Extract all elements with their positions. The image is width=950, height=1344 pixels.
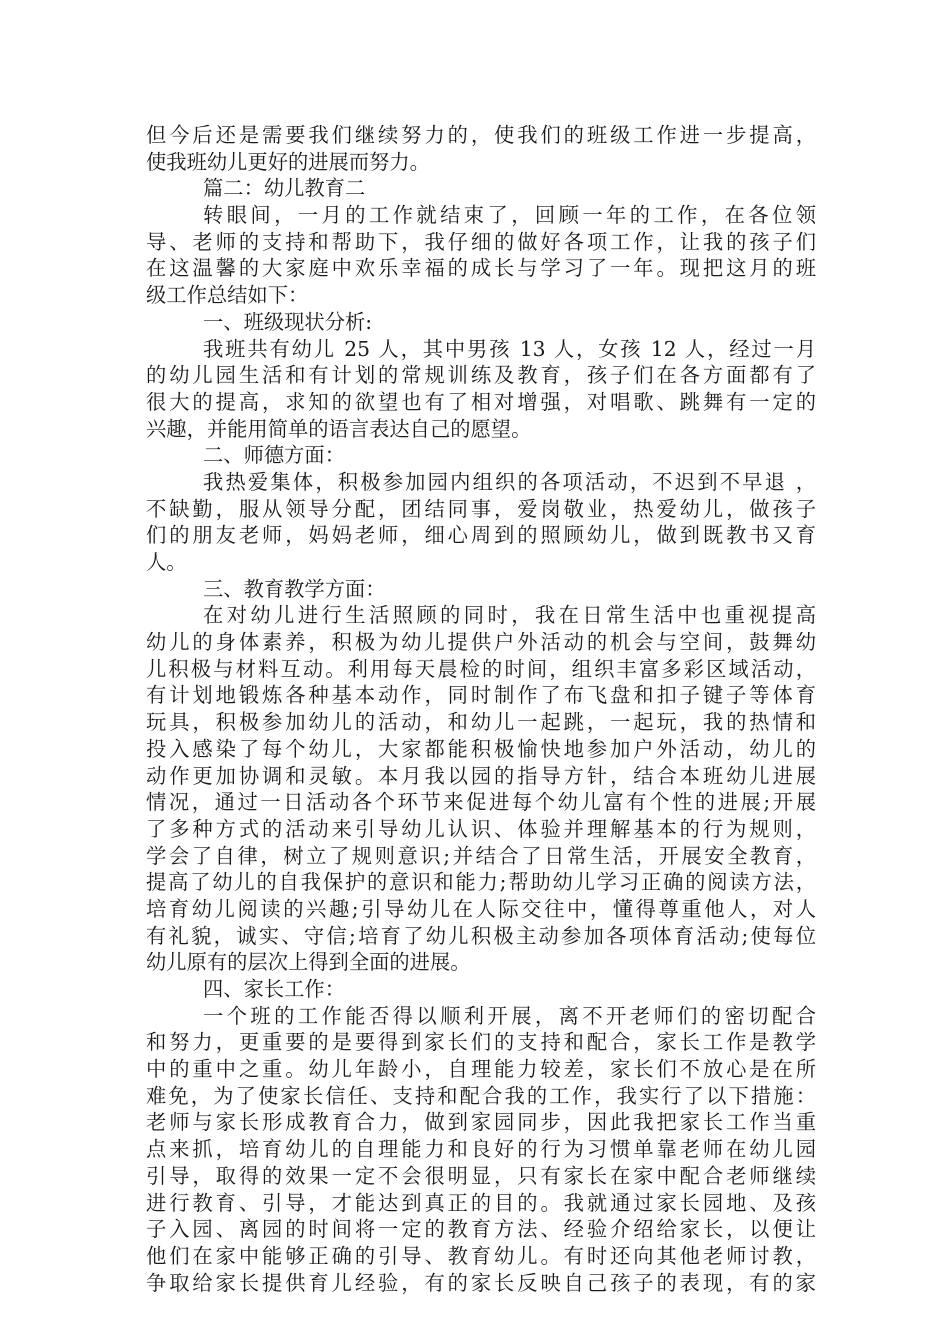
text-line: 一个班的工作能否得以顺利开展，离不开老师们的密切配合 — [203, 1003, 816, 1028]
text-line: 我热爱集体，积极参加园内组织的各项活动，不迟到不早退 ， — [203, 469, 816, 494]
text-line: 但今后还是需要我们继续努力的，使我们的班级工作进一步提高， — [146, 123, 816, 147]
text-line: 情况，通过一日活动各个环节来促进每个幼儿富有个性的进展;开展 — [146, 790, 816, 815]
text-line: 动作更加协调和灵敏。本月我以园的指导方针，结合本班幼儿进展 — [146, 763, 816, 788]
text-line: 子入园、离园的时间将一定的教育方法、经验介绍给家长，以便让 — [146, 1217, 816, 1242]
text-line: 难免，为了使家长信任、支持和配合我的工作，我实行了以下措施： — [146, 1083, 816, 1108]
text-line: 幼儿的身体素养，积极为幼儿提供户外活动的机会与空间，鼓舞幼 — [146, 630, 816, 655]
text-line: 我班共有幼儿 25 人，其中男孩 13 人，女孩 12 人，经过一月 — [203, 336, 816, 361]
text-line: 不缺勤，服从领导分配，团结同事，爱岗敬业，热爱幼儿，做孩子 — [146, 496, 816, 521]
text-line: 有计划地锻炼各种基本动作，同时制作了布飞盘和扣子键子等体育 — [146, 683, 816, 708]
text-line: 在对幼儿进行生活照顾的同时，我在日常生活中也重视提高 — [203, 603, 816, 628]
text-line: 引导，取得的效果一定不会很明显，只有家长在家中配合老师继续 — [146, 1163, 816, 1188]
text-line: 争取给家长提供育儿经验，有的家长反映自己孩子的表现，有的家 — [146, 1270, 816, 1295]
text-line: 老师与家长形成教育合力，做到家园同步，因此我把家长工作当重 — [146, 1110, 816, 1135]
text-line: 转眼间，一月的工作就结束了，回顾一年的工作，在各位领 — [203, 203, 816, 228]
text-line: 的幼儿园生活和有计划的常规训练及教育，孩子们在各方面都有了 — [146, 363, 816, 388]
text-line: 级工作总结如下： — [146, 283, 309, 308]
text-line: 玩具，积极参加幼儿的活动，和幼儿一起跳，一起玩，我的热情和 — [146, 710, 816, 735]
text-line: 人。 — [146, 550, 187, 574]
text-line: 投入感染了每个幼儿，大家都能积极愉快地参加户外活动，幼儿的 — [146, 736, 816, 761]
section-heading: 四、家长工作： — [203, 977, 345, 1001]
text-line: 导、老师的支持和帮助下，我仔细的做好各项工作，让我的孩子们 — [146, 229, 816, 254]
text-line: 们的朋友老师，妈妈老师，细心周到的照顾幼儿，做到既教书又育 — [146, 523, 816, 548]
text-line: 点来抓，培育幼儿的自理能力和良好的行为习惯单靠老师在幼儿园 — [146, 1137, 816, 1162]
text-line: 兴趣，并能用简单的语言表达自己的愿望。 — [146, 416, 532, 441]
text-line: 学会了自律，树立了规则意识;并结合了日常生活，开展安全教育， — [146, 843, 816, 868]
section-heading: 一、班级现状分析: — [203, 309, 373, 334]
text-line: 在这温馨的大家庭中欢乐幸福的成长与学习了一年。现把这月的班 — [146, 256, 816, 281]
text-line: 培育幼儿阅读的兴趣;引导幼儿在人际交往中，懂得尊重他人，对人 — [146, 896, 816, 921]
text-line: 中的重中之重。幼儿年龄小，自理能力较差，家长们不放心是在所 — [146, 1057, 816, 1082]
text-line: 使我班幼儿更好的进展而努力。 — [146, 149, 430, 174]
section-heading: 二、师德方面： — [203, 443, 345, 468]
text-line: 有礼貌，诚实、守信;培育了幼儿积极主动参加各项体育活动;使每位 — [146, 923, 816, 948]
section-heading: 三、教育教学方面： — [203, 576, 386, 601]
text-line: 幼儿原有的层次上得到全面的进展。 — [146, 950, 471, 975]
section-heading: 篇二：幼儿教育二 — [203, 176, 366, 201]
text-line: 他们在家中能够正确的引导、教育幼儿。有时还向其他老师讨教， — [146, 1243, 816, 1268]
text-line: 提高了幼儿的自我保护的意识和能力;帮助幼儿学习正确的阅读方法， — [146, 870, 816, 895]
text-line: 进行教育、引导，才能达到真正的目的。我就通过家长园地、及孩 — [146, 1190, 816, 1215]
text-line: 和努力，更重要的是要得到家长们的支持和配合，家长工作是教学 — [146, 1030, 816, 1055]
text-line: 了多种方式的活动来引导幼儿认识、体验并理解基本的行为规则， — [146, 816, 816, 841]
text-line: 很大的提高，求知的欲望也有了相对增强，对唱歌、跳舞有一定的 — [146, 389, 816, 414]
document-body — [146, 122, 816, 1296]
text-line: 儿积极与材料互动。利用每天晨检的时间，组织丰富多彩区域活动， — [146, 656, 816, 681]
